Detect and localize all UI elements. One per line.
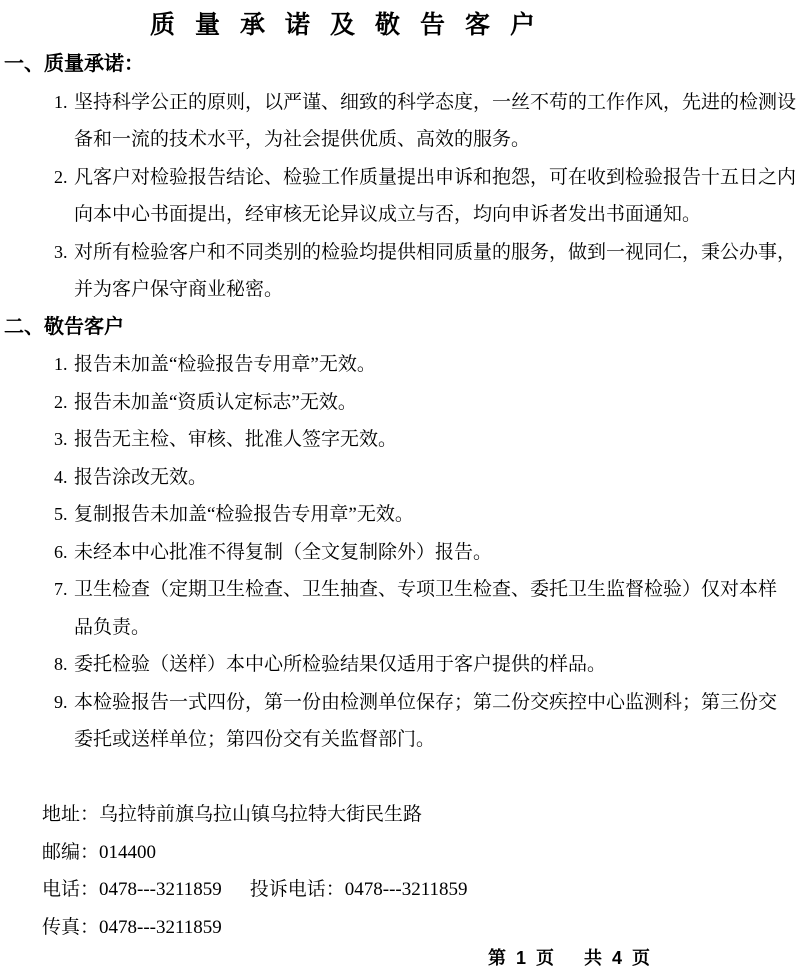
list-item-line — [0, 684, 800, 722]
list-item-text: 凡客户对检验报告结论、检验工作质量提出申诉和抱怨，可在收到检验报告十五日之内 — [74, 166, 797, 188]
list-item-text: 备和一流的技术水平，为社会提供优质、高效的服务。 — [74, 129, 531, 150]
list-item-line — [0, 384, 800, 422]
list-item-text: 卫生检查（定期卫生检查、卫生抽查、专项卫生检查、委托卫生监督检验）仅对本样 — [74, 579, 778, 600]
list-item-line — [0, 234, 800, 272]
list-item-number: 7. — [54, 579, 68, 599]
list-item-text: 对所有检验客户和不同类别的检验均提供相同质量的服务，做到一视同仁，秉公办事， — [74, 241, 797, 263]
list-item-continuation — [0, 196, 800, 234]
list-item-text: 复制报告未加盖“检验报告专用章”无效。 — [74, 504, 414, 525]
contact-fax: 传真：0478---3211859 — [42, 916, 222, 938]
list-item-text: 委托或送样单位；第四份交有关监督部门。 — [74, 729, 436, 750]
list-item-number: 6. — [54, 541, 68, 562]
section-2-heading: 二、敬告客户 — [4, 315, 124, 338]
list-item-continuation — [0, 609, 800, 647]
list-item-number: 3. — [54, 241, 68, 262]
list-item-line — [0, 421, 800, 459]
contact-address: 地址：乌拉特前旗乌拉山镇乌拉特大街民生路 — [42, 804, 423, 825]
list-item-line — [0, 346, 800, 384]
list-item-continuation — [0, 721, 800, 759]
list-item-text: 未经本中心批准不得复制（全文复制除外）报告。 — [74, 541, 493, 563]
list-item-text: 报告无主检、审核、批准人签字无效。 — [74, 429, 398, 450]
list-item-line — [0, 496, 800, 534]
list-item-number: 1. — [54, 91, 68, 112]
list-item-number: 9. — [54, 691, 68, 712]
list-item-text: 坚持科学公正的原则，以严谨、细致的科学态度，一丝不苟的工作作风，先进的检测设 — [74, 91, 797, 113]
list-item-text: 报告涂改无效。 — [74, 466, 208, 488]
vertical-spacer — [0, 759, 800, 797]
contact-postcode: 邮编：014400 — [42, 841, 157, 863]
list-item-number: 4. — [54, 466, 68, 487]
contact-phone-line — [0, 871, 800, 909]
list-item-number: 3. — [54, 429, 68, 449]
list-item-text: 品负责。 — [74, 616, 151, 638]
contact-complaint-phone: 投诉电话：0478---3211859 — [249, 879, 468, 900]
list-item-number: 2. — [54, 166, 68, 187]
list-item-text: 向本中心书面提出，经审核无论异议成立与否，均向申诉者发出书面通知。 — [74, 204, 702, 225]
list-item-line — [0, 459, 800, 497]
list-item-number: 1. — [54, 354, 68, 374]
list-item-text: 报告未加盖“检验报告专用章”无效。 — [74, 354, 376, 375]
list-item-line — [0, 159, 800, 197]
section-1-heading: 一、质量承诺： — [4, 53, 144, 75]
list-item-line — [0, 534, 800, 572]
list-item-number: 8. — [54, 654, 68, 674]
list-item-text: 并为客户保守商业秘密。 — [74, 279, 284, 300]
list-item-text: 委托检验（送样）本中心所检验结果仅适用于客户提供的样品。 — [74, 654, 607, 675]
list-item-line — [0, 571, 800, 609]
page-title: 质量承诺及敬告客户 — [150, 11, 556, 39]
contact-phone: 电话：0478---3211859 — [42, 879, 222, 900]
list-item-text: 报告未加盖“资质认定标志”无效。 — [74, 391, 357, 413]
list-item-text: 本检验报告一式四份，第一份由检测单位保存；第二份交疾控中心监测科；第三份交 — [74, 691, 778, 713]
list-item-line — [0, 646, 800, 684]
list-item-line — [0, 84, 800, 122]
list-item-continuation — [0, 121, 800, 159]
list-item-number: 5. — [54, 504, 68, 524]
list-item-number: 2. — [54, 391, 68, 412]
page-number-footer: 第 1 页 共 4 页 — [488, 948, 651, 968]
list-item-continuation — [0, 271, 800, 309]
